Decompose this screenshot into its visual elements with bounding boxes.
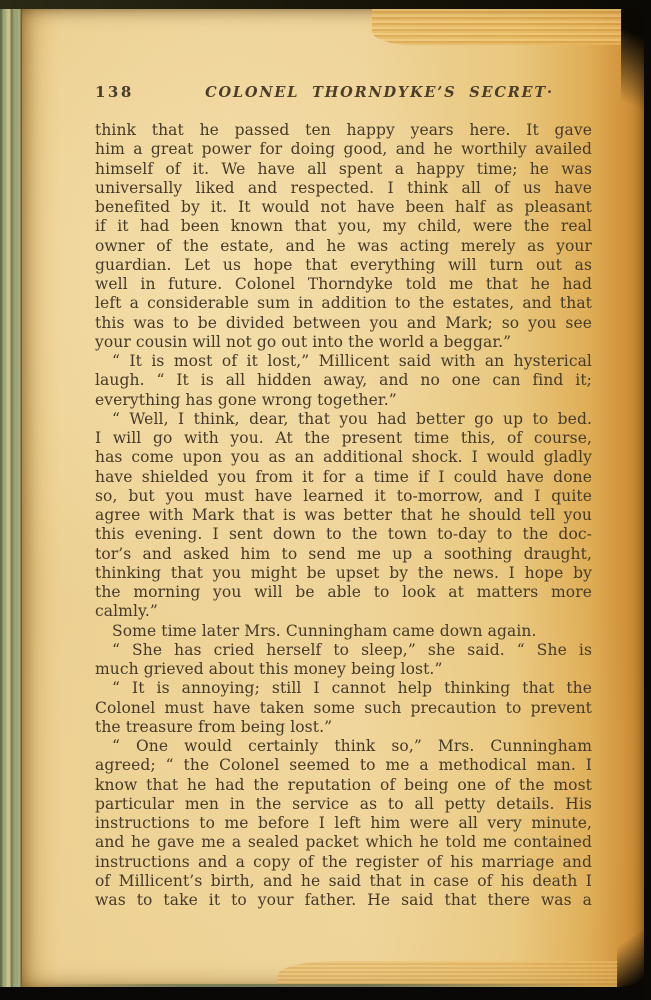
text-line: “ Well, I think, dear, that you had better go up to bed. <box>112 409 592 428</box>
text-line: much grieved about this money being lost.” <box>95 660 443 678</box>
text-line: laugh. “ It is all hidden away, and no one can find it; <box>95 371 592 390</box>
text-column <box>95 83 592 910</box>
text-line: particular men in the service as to all petty details. His <box>95 794 592 813</box>
text-line: the treasure from being lost.” <box>95 717 333 736</box>
text-line: the morning you will be able to look at matters more <box>95 583 592 601</box>
text-line: know that he had the reputation of being one of the most <box>95 775 592 794</box>
text-line: think that he passed ten happy years here. It gave <box>95 121 592 139</box>
text-line: of Millicent’s birth, and he said that in case of his death I <box>95 871 592 890</box>
text-line: “ She has cried herself to sleep,” she said. “ She is <box>112 640 592 659</box>
page-number: 138 <box>95 83 134 101</box>
text-line: agree with Mark that is was better that he should tell you <box>95 506 592 524</box>
text-line: instructions and a copy of the register of his marriage and <box>95 852 592 871</box>
text-line: well in future. Colonel Thorndyke told me that he had <box>95 275 592 293</box>
text-line: this evening. I sent down to the town to-day to the doc- <box>95 525 592 544</box>
text-line: Colonel must have taken some such precaution to prevent <box>95 698 592 717</box>
text-line: has come upon you as an additional shock. I would gladly <box>95 448 592 467</box>
text-line: owner of the estate, and he was acting merely as your <box>95 236 592 255</box>
text-line: Some time later Mrs. Cunningham came down again. <box>112 621 537 640</box>
text-line: guardian. Let us hope that everything will turn out as <box>95 255 592 274</box>
running-header-title: COLONEL THORNDYKE’S SECRET· <box>205 84 554 101</box>
text-line: tor’s and asked him to send me up a soothing draught, <box>95 544 592 563</box>
text-line: universally liked and respected. I think all of us have <box>95 178 592 197</box>
text-line: calmly.” <box>95 602 158 621</box>
running-header-row <box>95 83 592 103</box>
text-line: your cousin will not go out into the world a beggar.” <box>95 332 512 351</box>
text-line: left a considerable sum in addition to the estates, and that <box>95 294 592 313</box>
text-line: thinking that you might be upset by the news. I hope by <box>95 563 592 582</box>
text-line: instructions to me before I left him were all very minute, <box>95 814 592 832</box>
text-line: benefited by it. It would not have been half as pleasant <box>95 198 592 216</box>
text-line: everything has gone wrong together.” <box>95 390 397 409</box>
book-spine-edge <box>0 9 22 987</box>
text-line: and he gave me a sealed packet which he told me contained <box>95 833 592 852</box>
text-line: “ One would certainly think so,” Mrs. Cunningham <box>112 737 592 755</box>
text-line: agreed; “ the Colonel seemed to me a methodical man. I <box>95 756 592 775</box>
page-text <box>95 121 592 910</box>
text-line: have shielded you from it for a time if I could have done <box>95 467 592 486</box>
text-line: if it had been known that you, my child, were the real <box>95 217 592 236</box>
text-line: was to take it to your father. He said that there was a <box>95 891 592 909</box>
text-line: this was to be divided between you and Mark; so you see <box>95 313 592 332</box>
photo-top-border <box>0 0 651 9</box>
book-page <box>22 9 644 987</box>
photo-right-border <box>644 0 651 1000</box>
photo-bottom-border <box>0 987 651 1000</box>
text-line: him a great power for doing good, and he worthily availed <box>95 140 592 159</box>
text-line: I will go with you. At the present time this, of course, <box>95 429 592 447</box>
text-line: so, but you must have learned it to-morrow, and I quite <box>95 486 592 505</box>
page-fore-edge-top <box>372 9 630 45</box>
text-line: “ It is most of it lost,” Millicent said with an hysterical <box>112 352 592 370</box>
text-line: himself of it. We have all spent a happy time; he was <box>95 159 592 178</box>
text-line: “ It is annoying; still I cannot help thinking that the <box>112 679 592 698</box>
